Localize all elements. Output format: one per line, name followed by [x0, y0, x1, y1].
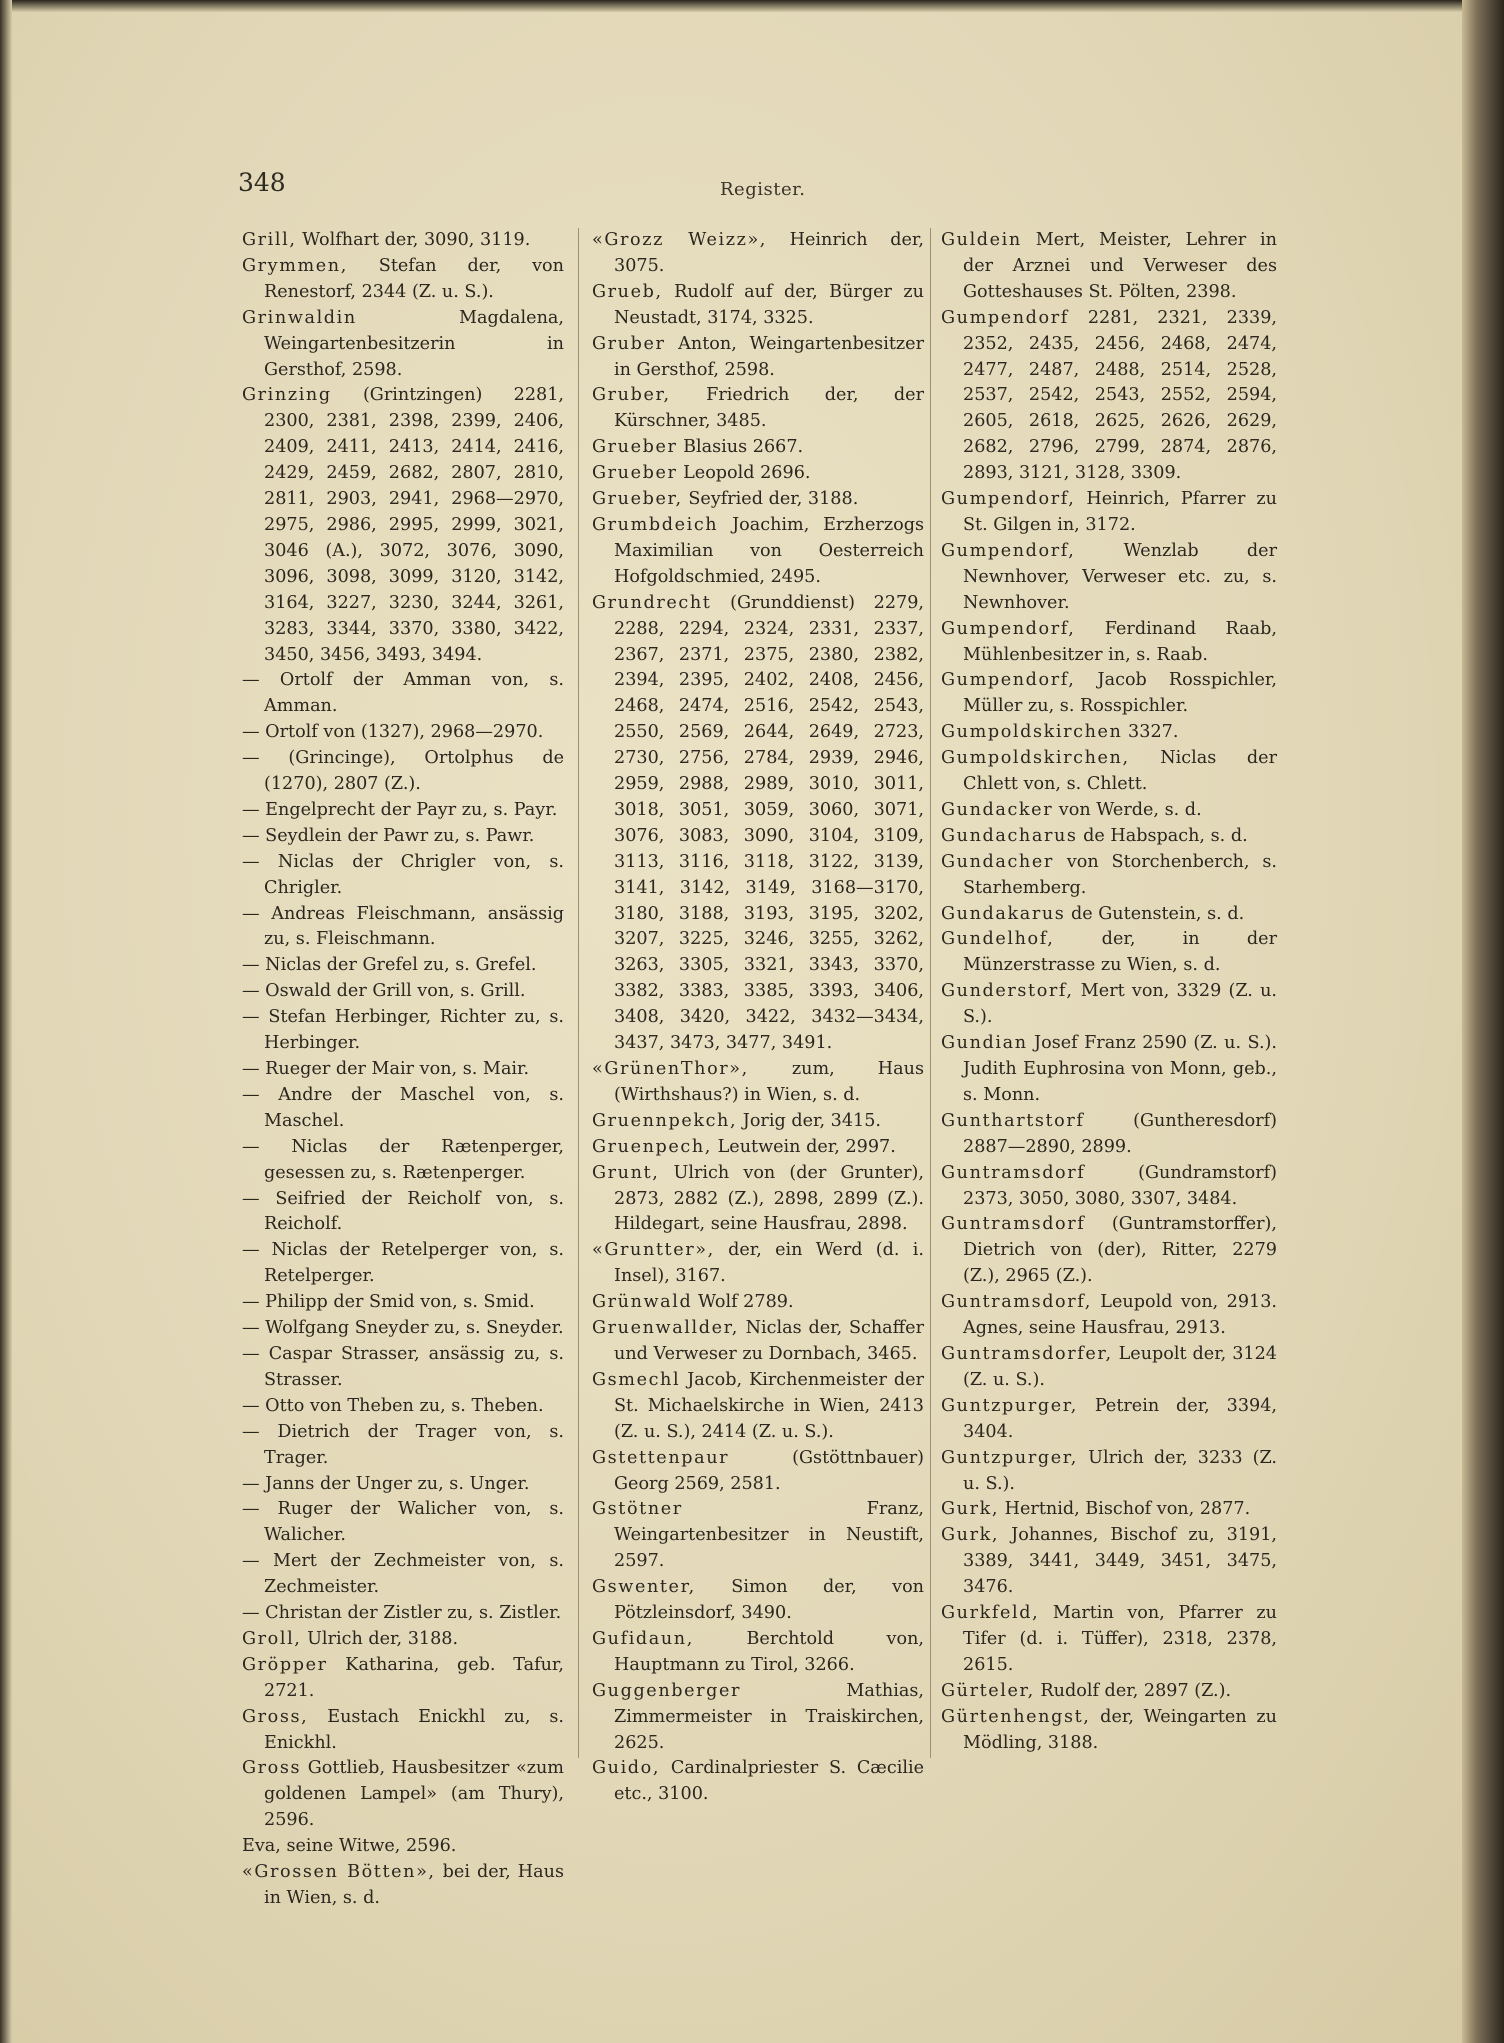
page-top-edge: [0, 0, 1478, 12]
entry-text: Leupold von, 2913. Agnes, seine Hausfrau, 2913.: [963, 1292, 1277, 1339]
entry-text: Jorig der, 3415.: [737, 1110, 882, 1131]
entry-headword: Grunt,: [592, 1162, 660, 1183]
entry-text: Katharina, geb. Tafur, 2721.: [264, 1654, 564, 1701]
index-entry: [592, 1679, 924, 1757]
index-entry: [242, 1705, 564, 1757]
index-entry: [941, 1679, 1277, 1705]
index-entry: [242, 306, 564, 384]
index-entry: [941, 927, 1277, 979]
running-head: Register.: [720, 179, 806, 200]
index-entry: [941, 798, 1277, 824]
entry-text: Mert von, 3329 (Z. u. S.).: [963, 981, 1277, 1028]
index-entry: [242, 1005, 564, 1057]
entry-text: Wenzlab der Newnhover, Verweser etc. zu, s. Newnhover.: [963, 540, 1277, 613]
index-entry: [941, 1394, 1277, 1446]
entry-text: — Ortolf der Amman von, s. Amman.: [242, 670, 564, 717]
entry-text: von Storchenberch, s. Starhemberg.: [963, 851, 1277, 898]
entry-text: Cardinalpriester S. Cæcilie etc., 3100.: [614, 1758, 924, 1805]
entry-headword: Gruenpech,: [592, 1136, 712, 1157]
index-entry: [242, 668, 564, 720]
entry-text: — Wolfgang Sneyder zu, s. Sneyder.: [242, 1318, 564, 1339]
entry-text: — Niclas der Chrigler von, s. Chrigler.: [242, 851, 564, 898]
index-entry: [242, 1420, 564, 1472]
entry-headword: Grumbdeich: [592, 514, 719, 535]
entry-text: der, in der Münzerstrasse zu Wien, s. d.: [963, 929, 1277, 976]
entry-text: Leupolt der, 3124 (Z. u. S.).: [963, 1343, 1277, 1390]
entry-text: (Gundramstorf) 2373, 3050, 3080, 3307, 3484.: [963, 1162, 1277, 1209]
entry-text: der, Weingarten zu Mödling, 3188.: [963, 1706, 1277, 1753]
entry-headword: Gundacker: [941, 799, 1054, 820]
index-entry: [242, 1083, 564, 1135]
entry-text: — Ruger der Walicher von, s. Walicher.: [242, 1499, 564, 1546]
index-entry: [941, 746, 1277, 798]
index-entry: [242, 1238, 564, 1290]
index-entry: [592, 1756, 924, 1808]
index-entry: [592, 1316, 924, 1368]
index-entry: [941, 617, 1277, 669]
entry-text: Rudolf auf der, Bürger zu Neustadt, 3174, 3325.: [614, 281, 924, 328]
index-entry: [592, 1446, 924, 1498]
entry-text: Seyfried der, 3188.: [682, 489, 859, 510]
entry-headword: Gumpoldskirchen,: [941, 748, 1130, 769]
index-entry: [242, 1394, 564, 1420]
index-entry: [242, 1342, 564, 1394]
entry-headword: Gumpoldskirchen: [941, 722, 1123, 743]
entry-text: — Dietrich der Trager von, s. Trager.: [242, 1421, 564, 1468]
entry-headword: Guntramsdorfer,: [941, 1343, 1113, 1364]
entry-text: von Werde, s. d.: [1053, 799, 1202, 820]
index-entry: [242, 1549, 564, 1601]
entry-text: — Seifried der Reicholf von, s. Reicholf.: [242, 1188, 564, 1235]
index-entry: [941, 1212, 1277, 1290]
index-entry: [242, 850, 564, 902]
index-entry: [592, 435, 924, 461]
entry-text: Ulrich von (der Grunter), 2873, 2882 (Z.), 2898, 2899 (Z.). Hildegart, seine Hausfrau, 2898.: [614, 1162, 924, 1235]
index-entry: [941, 1705, 1277, 1757]
index-entry: [941, 1523, 1277, 1601]
entry-text: Leopold 2696.: [677, 463, 811, 484]
entry-headword: Grünwald: [592, 1292, 693, 1313]
entry-text: Petrein der, 3394, 3404.: [963, 1395, 1277, 1442]
index-entry: [941, 1290, 1277, 1342]
index-entry: [242, 720, 564, 746]
entry-text: — Mert der Zechmeister von, s. Zechmeister.: [242, 1551, 564, 1598]
entry-headword: Gundian: [941, 1033, 1028, 1054]
entry-headword: Gstötner: [592, 1499, 683, 1520]
index-entry: [592, 513, 924, 591]
entry-text: Niclas der Chlett von, s. Chlett.: [963, 748, 1277, 795]
index-entry: [242, 1290, 564, 1316]
index-entry: [941, 1109, 1277, 1161]
index-entry: [941, 1161, 1277, 1213]
index-entry: [242, 1135, 564, 1187]
entry-headword: Gurkfeld,: [941, 1603, 1040, 1624]
entry-text: — Caspar Strasser, ansässig zu, s. Strasser.: [242, 1343, 564, 1390]
index-entry: [592, 1290, 924, 1316]
entry-headword: «Gruntter»,: [592, 1240, 715, 1261]
index-entry: [941, 720, 1277, 746]
entry-text: Wolf 2789.: [692, 1292, 794, 1313]
index-entry: [242, 824, 564, 850]
entry-text: (Guntramstorffer), Dietrich von (der), Ritter, 2279 (Z.), 2965 (Z.).: [963, 1214, 1277, 1287]
index-entry: [242, 1601, 564, 1627]
entry-headword: Grueber: [592, 463, 678, 484]
entry-text: Josef Franz 2590 (Z. u. S.). Judith Euphrosina von Monn, geb., s. Monn.: [963, 1033, 1277, 1105]
entry-text: — Seydlein der Pawr zu, s. Pawr.: [242, 825, 535, 846]
entry-headword: Gumpendorf,: [941, 540, 1076, 561]
index-entry: [242, 1627, 564, 1653]
entry-text: Blasius 2667.: [677, 437, 804, 458]
entry-text: — Rueger der Mair von, s. Mair.: [242, 1059, 530, 1079]
entry-text: — Engelprecht der Payr zu, s. Payr.: [242, 799, 558, 820]
entry-text: Joachim, Erzherzogs Maximilian von Oesterreich Hofgoldschmied, 2495.: [614, 514, 924, 587]
entry-headword: «GrünenThor»,: [592, 1059, 749, 1079]
entry-headword: Guntramsdorf: [941, 1162, 1086, 1183]
index-entry: [592, 1135, 924, 1161]
index-entry: [941, 668, 1277, 720]
entry-text: de Gutenstein, s. d.: [1065, 903, 1245, 924]
entry-text: Eva, seine Witwe, 2596.: [242, 1836, 457, 1857]
entry-headword: Gumpendorf,: [941, 670, 1076, 691]
index-entry: [242, 254, 564, 306]
entry-text: Heinrich, Pfarrer zu St. Gilgen in, 3172.: [963, 489, 1277, 535]
index-entry: [941, 539, 1277, 617]
index-entry: [592, 487, 924, 513]
entry-headword: Gufidaun,: [592, 1628, 694, 1649]
entry-text: — Niclas der Grefel zu, s. Grefel.: [242, 955, 537, 976]
index-entry: [592, 1161, 924, 1239]
entry-text: — Philipp der Smid von, s. Smid.: [242, 1292, 535, 1313]
entry-text: Berchtold von, Hauptmann zu Tirol, 3266.: [614, 1628, 924, 1675]
entry-headword: Gröpper: [242, 1654, 328, 1675]
page-number: 348: [238, 168, 286, 197]
index-entry: [242, 1653, 564, 1705]
index-entry: [242, 383, 564, 668]
entry-text: Eustach Enickhl zu, s. Enickhl.: [264, 1706, 564, 1753]
entry-text: (Grintzingen) 2281, 2300, 2381, 2398, 2399, 2406, 2409, 2411, 2413, 2414, 2416, 2429, 2459, 2682, 2807, 2810, 2811, 2903, 2941, 2968—2970, 2975, 2986, 2995, 2999, 3021, 3046 (A.), 3072, 3076, 3090, 3096, 3098, 3099, 3120, 3142, 3164, 3227, 3230, 3244, 3261, 3283, 3344, 3370, 3380, 3422, 3450, 3456, 3493, 3494.: [264, 385, 564, 665]
entry-text: 2281, 2321, 2339, 2352, 2435, 2456, 2468, 2474, 2477, 2487, 2488, 2514, 2528, 2537, 2542, 2543, 2552, 2594, 2605, 2618, 2625, 2626, 2629, 2682, 2796, 2799, 2874, 2876, 2893, 3121, 3128, 3309.: [963, 307, 1277, 484]
page-left-edge: [0, 0, 12, 2043]
entry-text: — Oswald der Grill von, s. Grill.: [242, 981, 526, 1002]
entry-text: Rudolf der, 2897 (Z.).: [1034, 1680, 1232, 1701]
entry-headword: Gswenter,: [592, 1577, 696, 1598]
entry-headword: «Grossen Bötten»,: [242, 1862, 436, 1883]
index-entry: [941, 228, 1277, 306]
entry-headword: Gundacharus: [941, 825, 1078, 846]
entry-text: zum, Haus (Wirthshaus?) in Wien, s. d.: [614, 1059, 924, 1105]
index-column-3: [941, 228, 1277, 1756]
entry-headword: Gundelhof,: [941, 929, 1055, 950]
column-divider: [930, 228, 931, 1758]
index-entry: [592, 461, 924, 487]
entry-text: Heinrich der, 3075.: [614, 230, 924, 276]
entry-headword: Grueb,: [592, 281, 663, 302]
index-entry: [592, 280, 924, 332]
index-entry: [592, 1238, 924, 1290]
column-divider: [578, 228, 579, 1758]
index-entry: [592, 1497, 924, 1575]
entry-text: — (Grincinge), Ortolphus de (1270), 2807 (Z.).: [242, 748, 564, 795]
entry-text: (Gstöttnbauer) Georg 2569, 2581.: [614, 1447, 924, 1494]
entry-text: 3327.: [1122, 722, 1179, 743]
entry-headword: Grueber: [592, 437, 678, 458]
entry-headword: Guldein: [941, 230, 1022, 250]
entry-headword: Grill,: [242, 230, 297, 250]
index-entry: [592, 591, 924, 1057]
entry-text: Franz, Weingartenbesitzer in Neustift, 2597.: [614, 1499, 924, 1572]
entry-text: Johannes, Bischof zu, 3191, 3389, 3441, 3449, 3451, 3475, 3476.: [963, 1525, 1277, 1598]
entry-headword: Groll,: [242, 1628, 302, 1649]
entry-text: Hertnid, Bischof von, 2877.: [999, 1499, 1251, 1520]
index-entry: [941, 902, 1277, 928]
entry-headword: Gumpendorf,: [941, 618, 1076, 639]
entry-text: Simon der, von Pötzleinsdorf, 3490.: [614, 1577, 924, 1624]
entry-headword: Gürteler,: [941, 1680, 1035, 1701]
index-entry: [242, 1756, 564, 1834]
entry-text: — Andre der Maschel von, s. Maschel.: [242, 1084, 564, 1131]
index-entry: [592, 1627, 924, 1679]
entry-text: — Niclas der Retelperger von, s. Retelperger.: [242, 1240, 564, 1287]
entry-headword: Grueber,: [592, 489, 683, 510]
index-column-1: [242, 228, 564, 1912]
entry-text: — Ortolf von (1327), 2968—2970.: [242, 722, 544, 743]
entry-text: Mert, Meister, Lehrer in der Arznei und Verweser des Gotteshauses St. Pölten, 2398.: [963, 230, 1277, 302]
entry-headword: «Grozz Weizz»,: [592, 230, 767, 250]
index-entry: [941, 487, 1277, 539]
entry-headword: Gross: [242, 1758, 302, 1779]
index-entry: [592, 228, 924, 280]
entry-text: — Andreas Fleischmann, ansässig zu, s. Fleischmann.: [242, 903, 564, 950]
entry-text: Jacob, Kirchenmeister der St. Michaelskirche in Wien, 2413 (Z. u. S.), 2414 (Z. u. S.).: [614, 1369, 924, 1442]
entry-headword: Guntramsdorf: [941, 1214, 1086, 1235]
entry-headword: Grymmen,: [242, 255, 348, 276]
entry-headword: Gundakarus: [941, 903, 1066, 924]
entry-headword: Gunderstorf,: [941, 981, 1074, 1002]
index-entry: [242, 1834, 564, 1860]
entry-headword: Guido,: [592, 1758, 661, 1779]
entry-text: Anton, Weingartenbesitzer in Gersthof, 2598.: [614, 333, 924, 380]
index-entry: [242, 1057, 564, 1083]
index-entry: [242, 902, 564, 954]
entry-headword: Gumpendorf,: [941, 489, 1076, 510]
entry-text: Martin von, Pfarrer zu Tifer (d. i. Tüffer), 2318, 2378, 2615.: [963, 1603, 1277, 1675]
entry-headword: Gsmechl: [592, 1369, 681, 1390]
index-entry: [242, 953, 564, 979]
entry-headword: Gruennpekch,: [592, 1110, 738, 1131]
entry-headword: Gunthartstorf: [941, 1110, 1085, 1131]
entry-headword: Grinwaldin: [242, 307, 357, 328]
entry-headword: Guntramsdorf,: [941, 1292, 1092, 1313]
entry-headword: Grinzing: [242, 385, 332, 406]
entry-headword: Gruber: [592, 333, 666, 354]
index-entry: [941, 824, 1277, 850]
index-entry: [592, 1109, 924, 1135]
entry-text: Jacob Rosspichler, Müller zu, s. Rosspichler.: [963, 670, 1277, 717]
entry-headword: Gurk,: [941, 1499, 1000, 1520]
entry-text: Wolfhart der, 3090, 3119.: [296, 230, 531, 250]
entry-text: — Stefan Herbinger, Richter zu, s. Herbinger.: [242, 1007, 564, 1054]
entry-headword: Grundrecht: [592, 592, 712, 613]
entry-headword: Gruber,: [592, 385, 671, 406]
entry-text: Stefan der, von Renestorf, 2344 (Z. u. S.).: [264, 255, 564, 302]
index-entry: [941, 1031, 1277, 1109]
entry-headword: Guntzpurger,: [941, 1395, 1079, 1416]
index-entry: [242, 228, 564, 254]
entry-text: Gottlieb, Hausbesitzer «zum goldenen Lampel» (am Thury), 2596.: [264, 1758, 564, 1831]
entry-text: Magdalena, Weingartenbesitzerin in Gersthof, 2598.: [264, 307, 564, 380]
index-entry: [242, 746, 564, 798]
entry-text: der, ein Werd (d. i. Insel), 3167.: [614, 1240, 924, 1287]
index-entry: [941, 1497, 1277, 1523]
index-entry: [242, 1497, 564, 1549]
index-entry: [941, 850, 1277, 902]
entry-text: bei der, Haus in Wien, s. d.: [264, 1862, 564, 1908]
entry-headword: Gross,: [242, 1706, 309, 1727]
page-gutter-shadow: [1462, 0, 1504, 2043]
index-entry: [592, 332, 924, 384]
index-entry: [941, 1342, 1277, 1394]
entry-headword: Guntzpurger,: [941, 1447, 1079, 1468]
entry-headword: Guggenberger: [592, 1680, 742, 1701]
entry-text: Ulrich der, 3233 (Z. u. S.).: [963, 1447, 1277, 1494]
index-entry: [242, 979, 564, 1005]
entry-text: de Habspach, s. d.: [1077, 825, 1248, 846]
index-entry: [592, 1057, 924, 1109]
entry-headword: Gumpendorf: [941, 307, 1069, 328]
entry-text: Niclas der, Schaffer und Verweser zu Dornbach, 3465.: [614, 1318, 924, 1364]
index-entry: [941, 1446, 1277, 1498]
index-column-2: [592, 228, 924, 1808]
entry-text: — Otto von Theben zu, s. Theben.: [242, 1395, 544, 1416]
entry-headword: Gurk,: [941, 1525, 1000, 1546]
entry-text: Mathias, Zimmermeister in Traiskirchen, 2625.: [614, 1680, 924, 1753]
index-entry: [242, 798, 564, 824]
index-entry: [242, 1316, 564, 1342]
entry-text: Friedrich der, der Kürschner, 3485.: [614, 385, 924, 432]
index-entry: [941, 1601, 1277, 1679]
index-entry: [592, 1368, 924, 1446]
entry-headword: Gstettenpaur: [592, 1447, 730, 1468]
entry-text: (Guntheresdorf) 2887—2890, 2899.: [963, 1110, 1277, 1157]
entry-text: — Niclas der Rætenperger, gesessen zu, s. Rætenperger.: [242, 1136, 564, 1183]
entry-headword: Gundacher: [941, 851, 1054, 872]
entry-text: — Janns der Unger zu, s. Unger.: [242, 1473, 530, 1494]
index-entry: [941, 979, 1277, 1031]
index-entry: [592, 1575, 924, 1627]
entry-headword: Gruenwallder,: [592, 1318, 739, 1339]
index-entry: [242, 1187, 564, 1239]
entry-headword: Gürtenhengst,: [941, 1706, 1091, 1727]
entry-text: (Grunddienst) 2279, 2288, 2294, 2324, 2331, 2337, 2367, 2371, 2375, 2380, 2382, 2394, 2395, 2402, 2408, 2456, 2468, 2474, 2516, 2542, 2543, 2550, 2569, 2644, 2649, 2723, 2730, 2756, 2784, 2939, 2946, 2959, 2988, 2989, 3010, 3011, 3018, 3051, 3059, 3060, 3071, 3076, 3083, 3090, 3104, 3109, 3113, 3116, 3118, 3122, 3139, 3141, 3142, 3149, 3168—3170, 3180, 3188, 3193, 3195, 3202, 3207, 3225, 3246, 3255, 3262, 3263, 3305, 3321, 3343, 3370, 3382, 3383, 3385, 3393, 3406, 3408, 3420, 3422, 3432—3434, 3437, 3473, 3477, 3491.: [614, 592, 924, 1054]
entry-text: Ulrich der, 3188.: [301, 1628, 459, 1649]
entry-text: Leutwein der, 2997.: [712, 1136, 896, 1157]
entry-text: — Christan der Zistler zu, s. Zistler.: [242, 1603, 562, 1624]
index-entry: [592, 383, 924, 435]
entry-text: Ferdinand Raab, Mühlenbesitzer in, s. Raab.: [963, 618, 1277, 665]
index-entry: [941, 306, 1277, 487]
index-entry: [242, 1472, 564, 1498]
index-entry: [242, 1860, 564, 1912]
